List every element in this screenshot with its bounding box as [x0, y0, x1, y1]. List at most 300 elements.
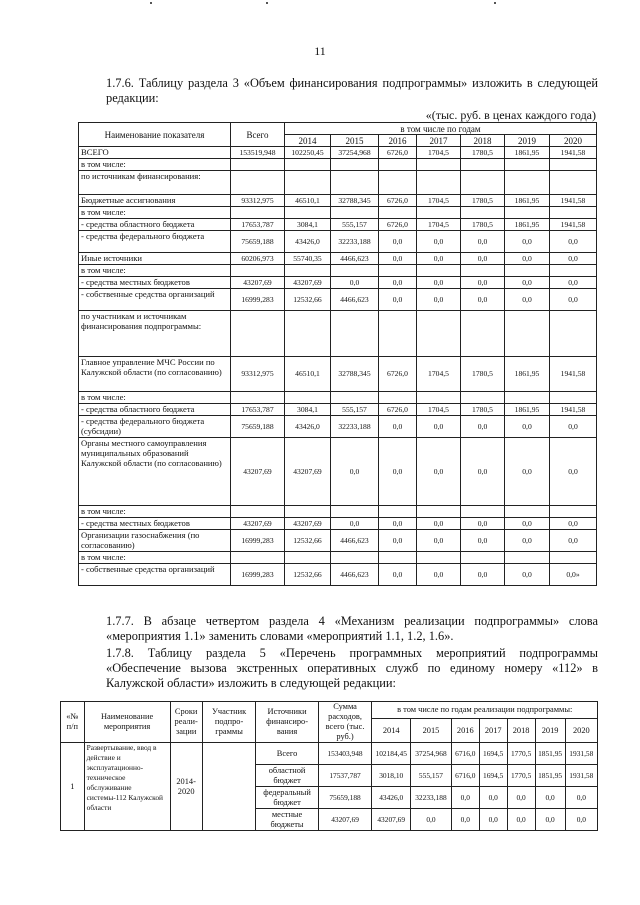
value-cell: 1694,5 [479, 743, 507, 765]
value-cell: 0,0 [461, 530, 505, 552]
value-cell: 0,0 [379, 530, 417, 552]
value-cell [285, 552, 331, 564]
value-cell: 0,0 [417, 438, 461, 506]
value-cell: 0,0 [550, 231, 597, 253]
column-header-participant: Участник подпро-граммы [202, 702, 256, 743]
table-header-row [79, 123, 597, 135]
year-header: 2019 [505, 135, 550, 147]
year-header: 2020 [550, 135, 597, 147]
table-row [79, 552, 597, 564]
value-cell: 1861,95 [505, 195, 550, 207]
row-label: в том числе: [79, 552, 231, 564]
paragraph-1-7-8 [62, 646, 598, 691]
value-cell [461, 265, 505, 277]
value-cell: 0,0 [550, 518, 597, 530]
year-header: 2019 [535, 719, 565, 743]
value-cell: 16999,283 [231, 530, 285, 552]
value-cell: 102184,45 [372, 743, 411, 765]
value-cell [331, 392, 379, 404]
value-cell: 0,0 [505, 231, 550, 253]
value-cell: 0,0 [417, 416, 461, 438]
table-row [79, 171, 597, 195]
value-cell: 4466,623 [331, 564, 379, 586]
value-cell [331, 552, 379, 564]
value-cell: 0,0 [379, 416, 417, 438]
row-label: в том числе: [79, 207, 231, 219]
value-cell: 0,0 [505, 438, 550, 506]
value-cell: 1704,5 [417, 219, 461, 231]
value-cell [379, 311, 417, 357]
column-header-sources: Источники финансиро-вания [256, 702, 318, 743]
value-cell: 1704,5 [417, 195, 461, 207]
value-cell [417, 552, 461, 564]
value-cell: 16999,283 [231, 289, 285, 311]
value-cell: 17653,787 [231, 404, 285, 416]
value-cell: 32788,345 [331, 357, 379, 392]
column-header-name: Наименование показателя [79, 123, 231, 147]
scan-speck [494, 2, 496, 4]
value-cell: 1780,5 [461, 357, 505, 392]
value-cell: 3084,1 [285, 219, 331, 231]
column-header-sum: Сумма расходов, всего (тыс. руб.) [318, 702, 372, 743]
value-cell: 37254,968 [411, 743, 452, 765]
value-cell [505, 207, 550, 219]
source-label: Всего [256, 743, 318, 765]
value-cell: 32233,188 [331, 416, 379, 438]
table-row [79, 277, 597, 289]
value-cell: 1780,5 [461, 404, 505, 416]
item-participant [202, 743, 256, 831]
value-cell: 43207,69 [285, 277, 331, 289]
value-cell [231, 207, 285, 219]
value-cell [285, 265, 331, 277]
value-cell: 0,0 [565, 809, 597, 831]
value-cell: 1941,58 [550, 195, 597, 207]
value-cell: 32233,188 [411, 787, 452, 809]
row-label: в том числе: [79, 159, 231, 171]
value-cell: 0,0 [379, 277, 417, 289]
paragraph-text: 1.7.7. В абзаце четвертом раздела 4 «Механизм реализации подпрограммы» слова «мероприятия 1.1» заменить словами «мероприятий 1.1, 1.2, 1.6». [106, 614, 598, 643]
value-cell: 43426,0 [285, 231, 331, 253]
value-cell: 1770,5 [507, 765, 535, 787]
value-cell: 3084,1 [285, 404, 331, 416]
value-cell [285, 207, 331, 219]
value-cell: 43426,0 [285, 416, 331, 438]
value-cell: 555,157 [331, 219, 379, 231]
value-cell: 0,0 [550, 438, 597, 506]
value-cell [550, 159, 597, 171]
value-cell [550, 311, 597, 357]
value-cell [231, 506, 285, 518]
value-cell: 0,0 [535, 809, 565, 831]
value-cell [505, 552, 550, 564]
scan-speck [150, 2, 152, 4]
value-cell: 0,0 [507, 787, 535, 809]
value-cell [550, 171, 597, 195]
value-cell: 0,0 [479, 787, 507, 809]
value-cell [285, 171, 331, 195]
value-cell [417, 265, 461, 277]
value-cell: 37254,968 [331, 147, 379, 159]
value-cell: 0,0 [379, 253, 417, 265]
value-cell: 6716,0 [451, 765, 479, 787]
value-cell: 0,0 [417, 253, 461, 265]
page-number: 11 [314, 44, 326, 58]
paragraph-1-7-6 [62, 76, 598, 106]
scan-specks [0, 0, 640, 12]
year-header: 2015 [411, 719, 452, 743]
value-cell: 6726,0 [379, 404, 417, 416]
value-cell: 32233,188 [331, 231, 379, 253]
value-cell: 55740,35 [285, 253, 331, 265]
year-header: 2017 [479, 719, 507, 743]
value-cell: 153519,948 [231, 147, 285, 159]
value-cell: 1780,5 [461, 147, 505, 159]
row-label: - средства федерального бюджета [79, 231, 231, 253]
value-cell: 3018,10 [372, 765, 411, 787]
value-cell [505, 311, 550, 357]
value-cell [505, 392, 550, 404]
value-cell [550, 552, 597, 564]
value-cell: 0,0 [550, 530, 597, 552]
value-cell: 555,157 [331, 404, 379, 416]
table-row [79, 159, 597, 171]
year-header: 2015 [331, 135, 379, 147]
value-cell: 0,0 [505, 289, 550, 311]
value-cell: 0,0 [331, 518, 379, 530]
value-cell: 75659,188 [318, 787, 372, 809]
row-label: в том числе: [79, 506, 231, 518]
value-cell: 1704,5 [417, 147, 461, 159]
value-cell: 555,157 [411, 765, 452, 787]
value-cell: 0,0 [461, 438, 505, 506]
value-cell: 1931,58 [565, 743, 597, 765]
paragraph-1-7-7 [62, 614, 598, 644]
row-label: по источникам финансирования: [79, 171, 231, 195]
value-cell: 1694,5 [479, 765, 507, 787]
column-header-total: Всего [231, 123, 285, 147]
value-cell: 0,0 [417, 231, 461, 253]
value-cell [505, 171, 550, 195]
value-cell [231, 171, 285, 195]
value-cell: 43207,69 [372, 809, 411, 831]
value-cell [231, 265, 285, 277]
value-cell: 153403,948 [318, 743, 372, 765]
value-cell: 0,0 [379, 231, 417, 253]
value-cell: 43207,69 [285, 438, 331, 506]
row-label: в том числе: [79, 265, 231, 277]
value-cell: 6726,0 [379, 219, 417, 231]
value-cell: 0,0 [417, 530, 461, 552]
row-label: Иные источники [79, 253, 231, 265]
value-cell [285, 506, 331, 518]
value-cell: 0,0 [331, 438, 379, 506]
value-cell: 0,0 [331, 277, 379, 289]
row-label: ВСЕГО [79, 147, 231, 159]
row-label: - средства местных бюджетов [79, 518, 231, 530]
value-cell: 102250,45 [285, 147, 331, 159]
value-cell: 0,0 [505, 416, 550, 438]
activities-table [60, 701, 598, 831]
value-cell [331, 159, 379, 171]
value-cell: 0,0 [505, 564, 550, 586]
value-cell: 6726,0 [379, 147, 417, 159]
value-cell: 0,0 [417, 289, 461, 311]
value-cell: 0,0 [507, 809, 535, 831]
value-cell: 1941,58 [550, 404, 597, 416]
item-name: Развертывание, ввод в действие и эксплуатационно-техническое обслуживание системы-112 Калужской области [84, 743, 170, 831]
table-row [79, 357, 597, 392]
table-row [79, 195, 597, 207]
row-label: по участникам и источникам финансирования подпрограммы: [79, 311, 231, 357]
value-cell [461, 311, 505, 357]
financing-table [78, 122, 597, 586]
row-label: Органы местного самоуправления муниципальных образований Калужской области (по согласованию) [79, 438, 231, 506]
value-cell: 1704,5 [417, 404, 461, 416]
value-cell: 0,0 [565, 787, 597, 809]
row-label: Главное управление МЧС России по Калужской области (по согласованию) [79, 357, 231, 392]
year-header: 2014 [285, 135, 331, 147]
year-header: 2016 [379, 135, 417, 147]
value-cell: 60206,973 [231, 253, 285, 265]
value-cell: 12532,66 [285, 289, 331, 311]
value-cell: 17653,787 [231, 219, 285, 231]
value-cell [379, 207, 417, 219]
value-cell: 0,0 [479, 809, 507, 831]
value-cell: 0,0 [417, 518, 461, 530]
row-label: - собственные средства организаций [79, 289, 231, 311]
table-row [79, 253, 597, 265]
value-cell: 0,0 [461, 253, 505, 265]
value-cell: 0,0 [505, 530, 550, 552]
value-cell: 0,0 [550, 289, 597, 311]
value-cell: 1704,5 [417, 357, 461, 392]
value-cell: 0,0 [379, 438, 417, 506]
year-header: 2020 [565, 719, 597, 743]
value-cell [417, 207, 461, 219]
table-row [79, 518, 597, 530]
row-label: - средства областного бюджета [79, 219, 231, 231]
value-cell: 0,0 [461, 277, 505, 289]
value-cell [417, 159, 461, 171]
value-cell: 43207,69 [231, 438, 285, 506]
year-header: 2014 [372, 719, 411, 743]
value-cell: 43207,69 [231, 277, 285, 289]
value-cell: 0,0 [461, 231, 505, 253]
value-cell: 0,0 [451, 809, 479, 831]
value-cell: 6726,0 [379, 195, 417, 207]
value-cell [379, 171, 417, 195]
year-header: 2016 [451, 719, 479, 743]
table-row [79, 438, 597, 506]
column-header-years-group: в том числе по годам реализации подпрограммы: [372, 702, 598, 719]
value-cell [550, 207, 597, 219]
row-label: Бюджетные ассигнования [79, 195, 231, 207]
value-cell: 4466,623 [331, 253, 379, 265]
value-cell: 46510,1 [285, 195, 331, 207]
value-cell [231, 159, 285, 171]
value-cell: 0,0 [505, 518, 550, 530]
value-cell: 0,0 [461, 518, 505, 530]
value-cell [505, 159, 550, 171]
value-cell: 1941,58 [550, 357, 597, 392]
value-cell: 17537,787 [318, 765, 372, 787]
value-cell [505, 506, 550, 518]
value-cell: 46510,1 [285, 357, 331, 392]
item-num: 1 [61, 743, 85, 831]
row-label: Организации газоснабжения (по согласованию) [79, 530, 231, 552]
column-header-name: Наименование мероприятия [84, 702, 170, 743]
table-row [79, 311, 597, 357]
value-cell: 1770,5 [507, 743, 535, 765]
source-label: местные бюджеты [256, 809, 318, 831]
value-cell: 12532,66 [285, 564, 331, 586]
value-cell [379, 265, 417, 277]
value-cell [231, 392, 285, 404]
table-row [79, 530, 597, 552]
value-cell [331, 311, 379, 357]
value-cell: 0,0 [461, 564, 505, 586]
value-cell [550, 265, 597, 277]
value-cell: 0,0 [535, 787, 565, 809]
value-cell: 75659,188 [231, 416, 285, 438]
value-cell [461, 207, 505, 219]
item-terms: 2014-2020 [170, 743, 202, 831]
value-cell: 0,0 [417, 277, 461, 289]
value-cell [379, 506, 417, 518]
value-cell [417, 392, 461, 404]
value-cell: 0,0 [550, 253, 597, 265]
table-row [79, 207, 597, 219]
row-label: в том числе: [79, 392, 231, 404]
value-cell: 16999,283 [231, 564, 285, 586]
value-cell [379, 159, 417, 171]
value-cell [417, 506, 461, 518]
value-cell: 43207,69 [231, 518, 285, 530]
value-cell [379, 392, 417, 404]
value-cell [231, 552, 285, 564]
value-cell: 4466,623 [331, 289, 379, 311]
value-cell: 0,0 [550, 277, 597, 289]
value-cell: 0,0 [505, 277, 550, 289]
value-cell [331, 207, 379, 219]
value-cell [461, 171, 505, 195]
paragraph-text: 1.7.6. Таблицу раздела 3 «Объем финансирования подпрограммы» изложить в следующей редакции: [106, 76, 598, 105]
value-cell [461, 159, 505, 171]
value-cell: 0,0 [461, 289, 505, 311]
value-cell: 1780,5 [461, 195, 505, 207]
value-cell: 43426,0 [372, 787, 411, 809]
value-cell: 1780,5 [461, 219, 505, 231]
value-cell: 6716,0 [451, 743, 479, 765]
value-cell: 1861,95 [505, 147, 550, 159]
value-cell [285, 392, 331, 404]
row-label: - средства местных бюджетов [79, 277, 231, 289]
value-cell [505, 265, 550, 277]
value-cell: 75659,188 [231, 231, 285, 253]
value-cell [285, 311, 331, 357]
column-header-num: «№ п/п [61, 702, 85, 743]
table-row [79, 265, 597, 277]
table-row [79, 147, 597, 159]
source-label: федеральный бюджет [256, 787, 318, 809]
row-label: - собственные средства организаций [79, 564, 231, 586]
year-header: 2018 [461, 135, 505, 147]
scan-speck [266, 2, 268, 4]
paragraph-text: 1.7.8. Таблицу раздела 5 «Перечень программных мероприятий подпрограммы «Обеспечение вызова экстренных оперативных служб по единому номеру «112» в Калужской области» изложить в следующей редакции: [106, 646, 598, 690]
table-row [61, 743, 598, 765]
value-cell: 0,0 [379, 564, 417, 586]
value-cell: 43207,69 [285, 518, 331, 530]
column-header-years-group: в том числе по годам [285, 123, 597, 135]
table-row [79, 416, 597, 438]
value-cell [331, 265, 379, 277]
row-label: - средства областного бюджета [79, 404, 231, 416]
row-label: - средства федерального бюджета (субсидии) [79, 416, 231, 438]
value-cell: 1861,95 [505, 404, 550, 416]
value-cell: 0,0 [451, 787, 479, 809]
value-cell: 12532,66 [285, 530, 331, 552]
table-row [79, 564, 597, 586]
value-cell: 1861,95 [505, 219, 550, 231]
unit-note: «(тыс. руб. в ценах каждого года) [425, 108, 596, 122]
value-cell: 1851,95 [535, 743, 565, 765]
value-cell: 4466,623 [331, 530, 379, 552]
table-row [79, 404, 597, 416]
value-cell: 1941,58 [550, 219, 597, 231]
value-cell: 93312,975 [231, 195, 285, 207]
year-header: 2018 [507, 719, 535, 743]
table-row [79, 231, 597, 253]
column-header-terms: Сроки реали-зации [170, 702, 202, 743]
value-cell: 0,0 [411, 809, 452, 831]
table-row [79, 219, 597, 231]
value-cell [461, 392, 505, 404]
value-cell: 0,0 [379, 289, 417, 311]
value-cell [379, 552, 417, 564]
value-cell: 1851,95 [535, 765, 565, 787]
value-cell [331, 171, 379, 195]
value-cell [461, 552, 505, 564]
value-cell [285, 159, 331, 171]
value-cell: 0,0 [550, 416, 597, 438]
value-cell: 93312,975 [231, 357, 285, 392]
value-cell [417, 311, 461, 357]
value-cell: 32788,345 [331, 195, 379, 207]
value-cell: 1861,95 [505, 357, 550, 392]
value-cell: 0,0 [461, 416, 505, 438]
value-cell [461, 506, 505, 518]
value-cell [417, 171, 461, 195]
table-row [79, 392, 597, 404]
value-cell: 0,0 [379, 518, 417, 530]
value-cell: 0,0» [550, 564, 597, 586]
value-cell [231, 311, 285, 357]
table-row [79, 289, 597, 311]
value-cell: 1931,58 [565, 765, 597, 787]
value-cell [550, 392, 597, 404]
year-header: 2017 [417, 135, 461, 147]
value-cell: 1941,58 [550, 147, 597, 159]
value-cell [550, 506, 597, 518]
value-cell: 0,0 [505, 253, 550, 265]
value-cell: 6726,0 [379, 357, 417, 392]
value-cell: 43207,69 [318, 809, 372, 831]
table-header-row [61, 702, 598, 719]
value-cell [331, 506, 379, 518]
source-label: областной бюджет [256, 765, 318, 787]
table-row [79, 506, 597, 518]
